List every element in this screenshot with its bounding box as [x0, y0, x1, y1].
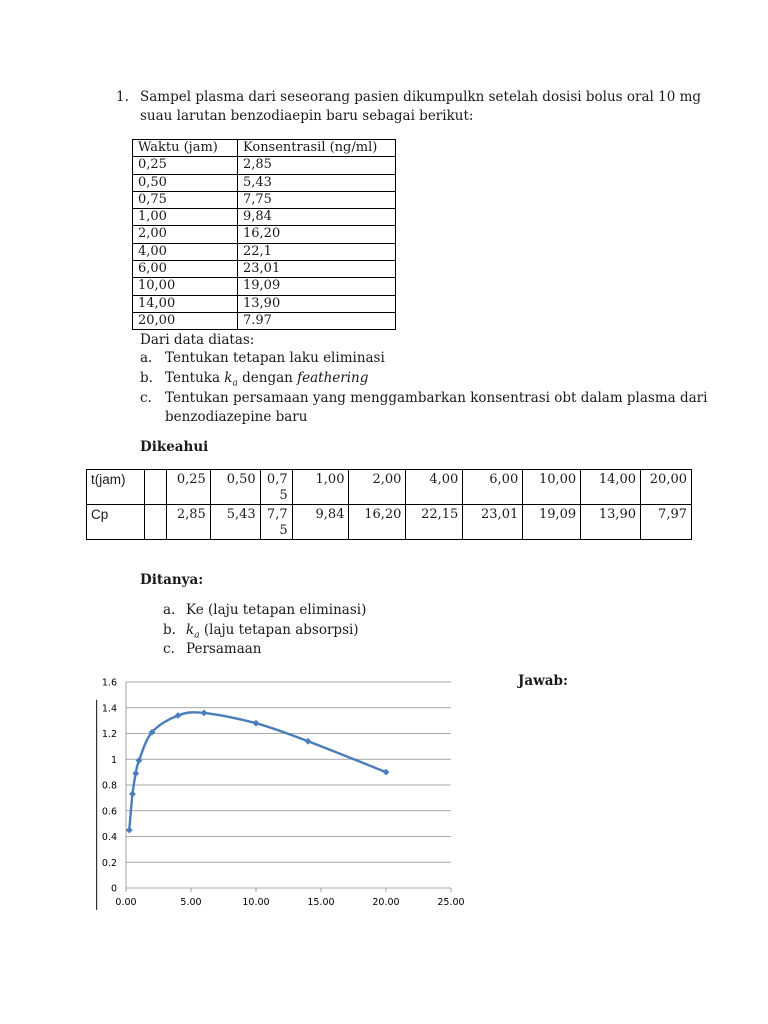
problem-line-1: Sampel plasma dari seseorang pasien dikumpulkn setelah dosisi bolus oral 10 mg [140, 89, 702, 105]
concentration-cell: 22,1 [238, 243, 396, 260]
tasks-intro: Dari data diatas: [140, 332, 255, 348]
table-row [133, 191, 396, 208]
task-b-italic: feathering [297, 370, 369, 386]
data-point [383, 769, 390, 776]
time-value-cell: 4,00 [406, 470, 463, 505]
cp-value-cell: 7,75 [260, 505, 292, 540]
data-point [253, 720, 260, 727]
ditanya-b-subscript: a [194, 630, 200, 641]
ditanya-c-text: Persamaan [186, 641, 262, 657]
task-b-subscript: a [232, 378, 238, 389]
concentration-cell: 23,01 [238, 261, 396, 278]
time-cell: 2,00 [133, 226, 238, 243]
y-tick-label: 1.4 [101, 703, 117, 715]
task-b-k: k [224, 370, 233, 386]
concentration-cell: 19,09 [238, 278, 396, 295]
table-row [133, 278, 396, 295]
time-cell: 14,00 [133, 295, 238, 312]
time-value-cell: 0,75 [260, 470, 292, 505]
cp-value-cell: 9,84 [292, 505, 349, 540]
dikeahui-table [86, 469, 692, 540]
empty-cell [144, 505, 166, 540]
time-cell: 0,50 [133, 174, 238, 191]
time-value-cell: 2,00 [349, 470, 406, 505]
table-header-cell: Waktu (jam) [133, 140, 238, 157]
y-tick-label: 0.8 [101, 780, 117, 792]
data-point [175, 712, 182, 719]
y-tick-label: 0.6 [101, 806, 117, 818]
data-point [126, 827, 133, 834]
concentration-cell: 5,43 [238, 174, 396, 191]
table-row [133, 243, 396, 260]
concentration-cell: 7,75 [238, 191, 396, 208]
ditanya-c-marker: c. [163, 641, 175, 657]
time-cell: 6,00 [133, 261, 238, 278]
ditanya-heading: Ditanya: [140, 572, 204, 588]
concentration-cell: 7.97 [238, 312, 396, 329]
time-cell: 0,75 [133, 191, 238, 208]
table-row [133, 295, 396, 312]
y-tick-label: 1.2 [101, 729, 117, 740]
time-label-cell: t(jam) [87, 470, 145, 505]
concentration-cell: 2,85 [238, 157, 396, 174]
y-tick-label: 1.6 [101, 677, 117, 689]
task-b-prefix: Tentuka [165, 370, 225, 386]
task-c-line-1: Tentukan persamaan yang menggambarkan konsentrasi obt dalam plasma dari [165, 390, 708, 406]
jawab-heading: Jawab: [518, 673, 568, 689]
ditanya-a-marker: a. [163, 602, 176, 618]
time-value-cell: 14,00 [581, 470, 641, 505]
task-c-line-2: benzodiazepine baru [165, 409, 308, 425]
time-cell: 10,00 [133, 278, 238, 295]
time-value-cell: 6,00 [463, 470, 523, 505]
ditanya-a-text: Ke (laju tetapan eliminasi) [186, 602, 367, 618]
concentration-chart [90, 672, 470, 922]
x-tick-label: 20.00 [372, 897, 400, 908]
problem-line-2: suau larutan benzodiaepin baru sebagai berikut: [140, 108, 474, 124]
cp-label-cell: Cp [87, 505, 145, 540]
x-tick-label: 10.00 [242, 897, 270, 908]
cp-value-cell: 23,01 [463, 505, 523, 540]
x-tick-label: 0.00 [115, 897, 137, 908]
ditanya-b-k: k [186, 622, 195, 638]
y-tick-label: 1 [110, 754, 117, 766]
cp-value-cell: 13,90 [581, 505, 641, 540]
time-value-cell: 0,25 [166, 470, 210, 505]
left-edge-artifact [96, 700, 97, 910]
table-row [87, 470, 692, 505]
dikeahui-heading: Dikeahui [140, 439, 209, 455]
empty-cell [144, 470, 166, 505]
concentration-cell: 9,84 [238, 209, 396, 226]
table-header-cell: Konsentrasil (ng/ml) [238, 140, 396, 157]
y-tick-label: 0 [110, 883, 117, 895]
y-tick-label: 0.4 [101, 832, 117, 843]
cp-value-cell: 5,43 [210, 505, 260, 540]
task-c-marker: c. [140, 390, 152, 406]
data-point [136, 757, 143, 764]
time-cell: 4,00 [133, 243, 238, 260]
ditanya-b-marker: b. [163, 622, 176, 638]
data-table [132, 139, 396, 330]
task-b-middle: dengan [237, 370, 298, 386]
time-cell: 0,25 [133, 157, 238, 174]
cp-value-cell: 16,20 [349, 505, 406, 540]
table-row [133, 174, 396, 191]
time-cell: 20,00 [133, 312, 238, 329]
data-point [132, 770, 139, 777]
data-point [201, 710, 208, 717]
series-line [129, 712, 386, 830]
table-header-row [133, 140, 396, 157]
time-value-cell: 1,00 [292, 470, 349, 505]
table-row [133, 209, 396, 226]
cp-value-cell: 22,15 [406, 505, 463, 540]
time-cell: 1,00 [133, 209, 238, 226]
task-a-marker: a. [140, 350, 153, 366]
task-b-marker: b. [140, 370, 153, 386]
y-tick-label: 0.2 [101, 857, 117, 869]
time-value-cell: 0,50 [210, 470, 260, 505]
concentration-cell: 16,20 [238, 226, 396, 243]
time-value-cell: 10,00 [523, 470, 581, 505]
table-row [133, 157, 396, 174]
x-tick-label: 5.00 [180, 897, 202, 908]
x-tick-label: 25.00 [437, 897, 465, 908]
table-row [133, 261, 396, 278]
table-row [133, 312, 396, 329]
cp-value-cell: 7,97 [641, 505, 692, 540]
data-point [129, 791, 136, 798]
data-point [305, 738, 312, 745]
cp-value-cell: 2,85 [166, 505, 210, 540]
time-value-cell: 20,00 [641, 470, 692, 505]
table-row [133, 226, 396, 243]
concentration-cell: 13,90 [238, 295, 396, 312]
x-tick-label: 15.00 [307, 897, 335, 908]
table-row [87, 505, 692, 540]
cp-value-cell: 19,09 [523, 505, 581, 540]
problem-number: 1. [116, 89, 129, 105]
task-a-text: Tentukan tetapan laku eliminasi [165, 350, 385, 366]
ditanya-b-rest: (laju tetapan absorpsi) [199, 622, 359, 638]
